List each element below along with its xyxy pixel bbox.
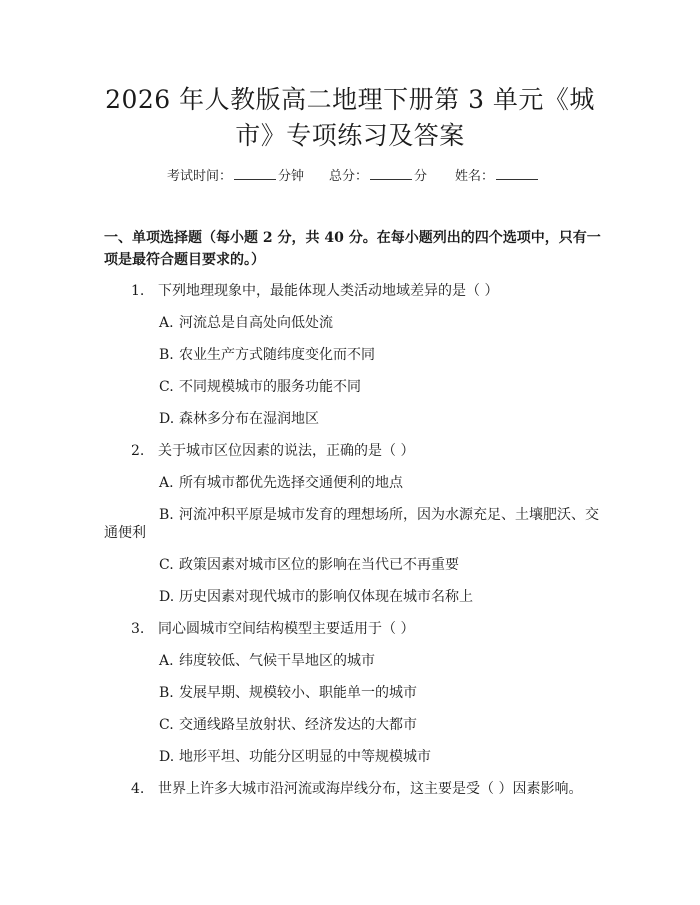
question-number: 1. — [131, 283, 145, 299]
question-1 — [131, 281, 498, 301]
option-text: 发展早期、规模较小、职能单一的城市 — [179, 685, 417, 701]
q3-option-d — [159, 747, 431, 767]
score-unit: 分 — [414, 169, 428, 184]
question-2 — [131, 441, 414, 461]
question-number: 3. — [131, 621, 145, 637]
option-letter: D. — [159, 749, 175, 765]
option-text: 交通线路呈放射状、经济发达的大都市 — [179, 717, 417, 733]
question-stem: 关于城市区位因素的说法，正确的是（ ） — [158, 443, 415, 459]
score-field — [329, 167, 427, 187]
time-label: 考试时间： — [167, 169, 233, 184]
q2-option-a — [159, 473, 403, 493]
option-letter: A. — [159, 475, 174, 491]
option-text: 河流冲积平原是城市发育的理想场所，因为水源充足、土壤肥沃、交 — [179, 507, 599, 523]
score-blank — [370, 167, 412, 180]
q3-option-b — [159, 683, 417, 703]
option-letter: A. — [159, 315, 174, 331]
name-blank — [496, 167, 538, 180]
option-text: 森林多分布在湿润地区 — [179, 411, 319, 427]
option-text: 政策因素对城市区位的影响在当代已不再重要 — [179, 557, 459, 573]
option-letter: C. — [159, 557, 174, 573]
option-text: 地形平坦、功能分区明显的中等规模城市 — [179, 749, 431, 765]
option-letter: A. — [159, 653, 174, 669]
time-blank — [234, 167, 276, 180]
question-stem: 同心圆城市空间结构模型主要适用于（ ） — [158, 621, 415, 637]
question-number: 4. — [131, 781, 145, 797]
question-number: 2. — [131, 443, 145, 459]
q1-option-c — [159, 377, 361, 397]
q3-option-a — [159, 651, 375, 671]
question-stem: 世界上许多大城市沿河流或海岸线分布，这主要是受（ ）因素影响。 — [158, 781, 583, 797]
option-text: 所有城市都优先选择交通便利的地点 — [179, 475, 403, 491]
name-label: 姓名： — [455, 169, 495, 184]
option-letter: D. — [159, 411, 175, 427]
option-letter: B. — [159, 685, 174, 701]
q1-option-d — [159, 409, 319, 429]
option-text: 农业生产方式随纬度变化而不同 — [179, 347, 375, 363]
option-letter: C. — [159, 379, 174, 395]
document-title-line-1: 2026 年人教版高二地理下册第 3 单元《城 — [105, 85, 595, 114]
q2-option-c — [159, 555, 459, 575]
question-stem: 下列地理现象中，最能体现人类活动地域差异的是（ ） — [158, 283, 499, 299]
option-letter: B. — [159, 507, 174, 523]
exam-time-field — [167, 167, 304, 187]
option-text: 纬度较低、气候干旱地区的城市 — [179, 653, 375, 669]
option-letter: C. — [159, 717, 174, 733]
q1-option-a — [159, 313, 333, 333]
q2-option-b-continuation: 通便利 — [104, 525, 146, 541]
option-text: 不同规模城市的服务功能不同 — [179, 379, 361, 395]
option-letter: B. — [159, 347, 174, 363]
option-letter: D. — [159, 589, 175, 605]
score-label: 总分： — [329, 169, 369, 184]
q3-option-c — [159, 715, 417, 735]
option-text: 历史因素对现代城市的影响仅体现在城市名称上 — [179, 589, 473, 605]
q1-option-b — [159, 345, 375, 365]
question-4 — [131, 779, 582, 799]
name-field — [455, 167, 540, 187]
document-title-line-2: 市》专项练习及答案 — [235, 121, 465, 150]
q2-option-d — [159, 587, 473, 607]
q2-option-b — [159, 505, 599, 525]
section-1-heading: 一、单项选择题（每小题 2 分，共 40 分。在每小题列出的四个选项中，只有一项是最符合题目要求的。） — [104, 230, 601, 268]
question-3 — [131, 619, 414, 639]
time-unit: 分钟 — [278, 169, 305, 184]
option-text: 河流总是自高处向低处流 — [179, 315, 333, 331]
